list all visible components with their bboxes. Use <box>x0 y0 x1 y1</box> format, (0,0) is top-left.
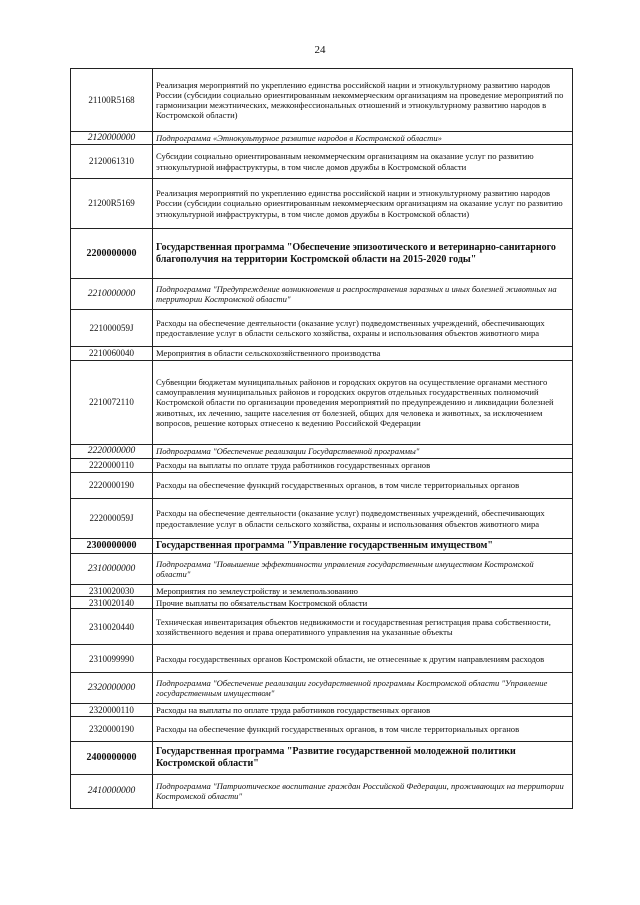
table-row <box>71 310 573 347</box>
row-description: Расходы на обеспечение функций государственных органов, в том числе территориальных органов <box>153 716 573 741</box>
table-row <box>71 499 573 539</box>
table-row <box>71 132 573 145</box>
row-code: 2210060040 <box>71 347 153 361</box>
table-row <box>71 473 573 499</box>
table-row <box>71 609 573 645</box>
row-code: 2210000000 <box>71 279 153 310</box>
page-number: 24 <box>314 44 326 56</box>
row-code: 2410000000 <box>71 774 153 808</box>
table-row <box>71 361 573 445</box>
row-description: Подпрограмма "Предупреждение возникновения и распространения заразных и иных болезней животных на территории Костромской области" <box>153 279 573 310</box>
row-description: Государственная программа "Обеспечение эпизоотического и ветеринарно-санитарного благополучия на территории Костромской области на 2015-2020 годы" <box>153 229 573 279</box>
row-description: Государственная программа "Развитие государственной молодежной политики Костромской области" <box>153 741 573 774</box>
row-code: 2400000000 <box>71 741 153 774</box>
row-description: Подпрограмма "Патриотическое воспитание граждан Российской Федерации, проживающих на территории Костромской области" <box>153 774 573 808</box>
row-code: 2320000110 <box>71 704 153 716</box>
row-code: 2200000000 <box>71 229 153 279</box>
table-row <box>71 279 573 310</box>
row-code: 2220000190 <box>71 473 153 499</box>
table-row <box>71 229 573 279</box>
table-row <box>71 741 573 774</box>
table-row <box>71 554 573 585</box>
row-description: Государственная программа "Управление государственным имуществом" <box>153 539 573 554</box>
row-description: Расходы на обеспечение деятельности (оказание услуг) подведомственных учреждений, обеспечивающих предоставление услуг в области сельского хозяйства, охраны и использования объектов животного мира <box>153 499 573 539</box>
row-code: 2220000000 <box>71 445 153 459</box>
table-row <box>71 774 573 808</box>
row-code: 222000059J <box>71 499 153 539</box>
row-description: Расходы на выплаты по оплате труда работников государственных органов <box>153 459 573 473</box>
row-description: Расходы на выплаты по оплате труда работников государственных органов <box>153 704 573 716</box>
row-code: 21100R5168 <box>71 69 153 132</box>
row-code: 2300000000 <box>71 539 153 554</box>
row-description: Подпрограмма "Обеспечение реализации государственной программы Костромской области "Управление государственным имуществом" <box>153 673 573 704</box>
row-description: Подпрограмма "Обеспечение реализации Государственной программы" <box>153 445 573 459</box>
row-code: 21200R5169 <box>71 179 153 229</box>
table-row <box>71 347 573 361</box>
table-row <box>71 145 573 179</box>
budget-classification-table <box>70 68 573 809</box>
table-row <box>71 459 573 473</box>
row-description: Подпрограмма «Этнокультурное развитие народов в Костромской области» <box>153 132 573 145</box>
row-description: Реализация мероприятий по укреплению единства российской нации и этнокультурному развитию народов России (субсидии социально ориентированным некоммерческим организациям на оказание услуг по развитию этнокультурной инфраструктуры, в том числе домов дружбы в Костромской области) <box>153 179 573 229</box>
row-code: 2310099990 <box>71 645 153 673</box>
table-row <box>71 597 573 609</box>
table-row <box>71 445 573 459</box>
row-code: 2220000110 <box>71 459 153 473</box>
table-row <box>71 704 573 716</box>
table-row <box>71 673 573 704</box>
row-description: Субсидии социально ориентированным некоммерческим организациям на оказание услуг по развитию этнокультурной инфраструктуры, в том числе домов дружбы в Костромской области <box>153 145 573 179</box>
row-code: 2310020440 <box>71 609 153 645</box>
table-row <box>71 645 573 673</box>
row-description: Реализация мероприятий по укреплению единства российской нации и этнокультурному развитию народов России (субсидии социально ориентированным некоммерческим организациям на проведение мероприятий по гармонизации межэтнических, межконфессиональных отношений и этнокультурному развитию народов в Костромской области) <box>153 69 573 132</box>
row-description: Мероприятия в области сельскохозяйственного производства <box>153 347 573 361</box>
row-description: Субвенции бюджетам муниципальных районов и городских округов на осуществление органами местного самоуправления муниципальных районов и городских округов отдельных государственных полномочий Костромской области по организации проведения мероприятий по предупреждению и ликвидации болезней животных, их лечению, защите населения от болезней, общих для человека и животных, за исключением вопросов, решение которых отнесено к ведению Российской Федерации <box>153 361 573 445</box>
row-code: 2320000000 <box>71 673 153 704</box>
table-row <box>71 585 573 597</box>
row-code: 2310020140 <box>71 597 153 609</box>
row-description: Подпрограмма "Повышение эффективности управления государственным имуществом Костромской области" <box>153 554 573 585</box>
row-code: 221000059J <box>71 310 153 347</box>
row-code: 2310000000 <box>71 554 153 585</box>
row-description: Расходы на обеспечение деятельности (оказание услуг) подведомственных учреждений, обеспечивающих предоставление услуг в области сельского хозяйства, охраны и использования объектов животного мира <box>153 310 573 347</box>
row-code: 2120061310 <box>71 145 153 179</box>
row-description: Прочие выплаты по обязательствам Костромской области <box>153 597 573 609</box>
row-description: Мероприятия по землеустройству и землепользованию <box>153 585 573 597</box>
row-description: Техническая инвентаризация объектов недвижимости и государственная регистрация права собственности, хозяйственного ведения и права оперативного управления на указанные объекты <box>153 609 573 645</box>
row-code: 2210072110 <box>71 361 153 445</box>
row-code: 2310020030 <box>71 585 153 597</box>
table-row <box>71 179 573 229</box>
row-code: 2120000000 <box>71 132 153 145</box>
row-description: Расходы государственных органов Костромской области, не отнесенные к другим направлениям расходов <box>153 645 573 673</box>
table-row <box>71 539 573 554</box>
row-code: 2320000190 <box>71 716 153 741</box>
table-row <box>71 69 573 132</box>
table-row <box>71 716 573 741</box>
row-description: Расходы на обеспечение функций государственных органов, в том числе территориальных органов <box>153 473 573 499</box>
